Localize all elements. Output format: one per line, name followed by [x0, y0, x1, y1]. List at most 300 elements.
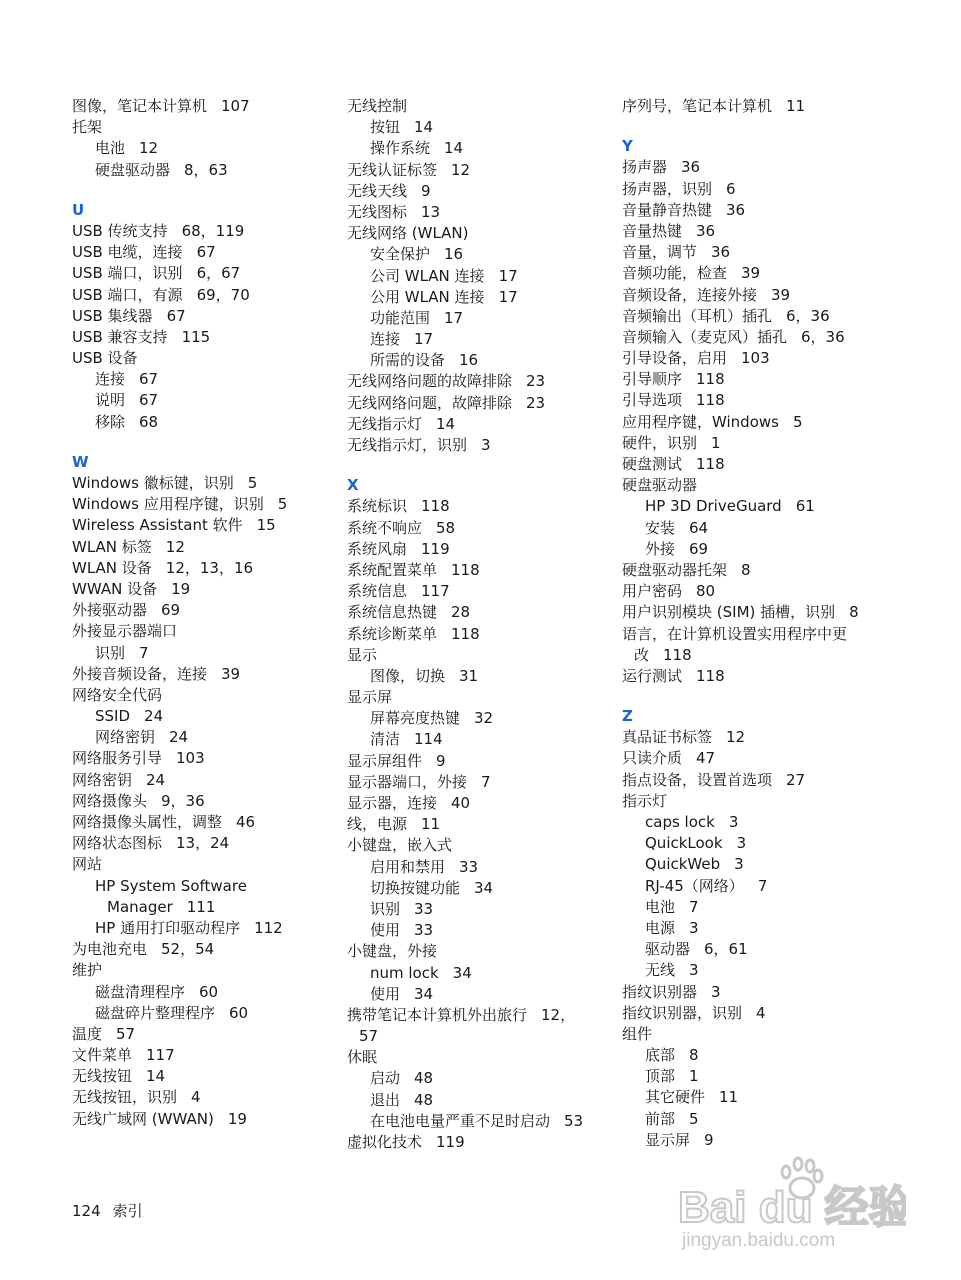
- index-entry: [347, 772, 617, 793]
- entry-term: 无线认证标签: [347, 160, 438, 179]
- index-subentry: [622, 1045, 892, 1066]
- entry-page-refs: 118: [451, 560, 480, 579]
- index-subentry: [72, 1003, 342, 1024]
- letter-heading: Z: [622, 707, 633, 726]
- entry-term: 指示灯: [622, 791, 668, 810]
- entry-page-refs: 31: [459, 666, 479, 685]
- entry-term: 安装: [645, 518, 676, 537]
- index-subentry: [347, 729, 617, 750]
- entry-page-refs: 52，54: [161, 940, 215, 959]
- entry-page-refs: 40: [451, 794, 471, 812]
- entry-term: 无线广域网 (WWAN): [72, 1109, 214, 1128]
- page-number: 124: [72, 1202, 101, 1220]
- index-entry: [347, 941, 617, 962]
- index-entry: [347, 835, 617, 856]
- entry-term: 显示屏组件: [347, 751, 423, 770]
- entry-term: 底部: [645, 1046, 676, 1065]
- entry-term: 公用 WLAN 连接: [370, 287, 485, 306]
- index-entry: [72, 579, 342, 600]
- entry-term: 电源: [645, 918, 676, 937]
- entry-term: 只读介质: [622, 749, 683, 768]
- entry-term: 移除: [95, 412, 126, 431]
- entry-term: 序列号，笔记本计算机: [622, 97, 773, 115]
- entry-term: 无线指示灯，识别: [347, 436, 468, 454]
- entry-page-refs: 13: [421, 202, 441, 221]
- entry-term: 无线天线: [347, 181, 408, 200]
- entry-term: QuickWeb: [645, 855, 721, 874]
- index-entry: [72, 306, 342, 327]
- entry-page-refs: 8，63: [184, 160, 228, 179]
- entry-term: 连接: [370, 330, 401, 349]
- entry-page-refs: 5: [247, 474, 258, 492]
- entry-page-refs: 5: [689, 1109, 699, 1128]
- index-entry: [347, 223, 617, 244]
- index-entry: [622, 602, 892, 623]
- entry-page-refs: 114: [414, 730, 443, 749]
- paw-toe-1: [782, 1166, 790, 1178]
- entry-page-refs: 67: [166, 306, 186, 325]
- entry-term: 使用: [370, 984, 401, 1003]
- entry-page-refs: 6，67: [196, 264, 241, 283]
- entry-page-refs: 112: [254, 918, 283, 937]
- entry-term: 57: [359, 1027, 379, 1046]
- index-entry: [72, 348, 342, 369]
- entry-term: 引导顺序: [622, 370, 683, 389]
- watermark-site: jingyan.baidu.com: [682, 1230, 836, 1251]
- entry-page-refs: 12，: [541, 1005, 576, 1024]
- index-subentry: [622, 539, 892, 560]
- entry-term: 无线网络问题的故障排除: [347, 372, 513, 391]
- index-entry: [72, 558, 342, 579]
- entry-term: 所需的设备: [370, 351, 446, 370]
- index-entry: [72, 791, 342, 812]
- entry-term: 安全保护: [370, 245, 431, 264]
- entry-page-refs: 28: [451, 603, 471, 622]
- entry-page-refs: 16: [444, 245, 464, 264]
- index-entry: [622, 327, 892, 348]
- index-subentry: [72, 876, 342, 897]
- entry-page-refs: 107: [221, 97, 250, 115]
- entry-term: 外接驱动器: [72, 601, 148, 620]
- entry-term: 运行测试: [622, 666, 683, 685]
- index-entry: [72, 537, 342, 558]
- entry-page-refs: 67: [139, 391, 159, 410]
- entry-term: 系统配置菜单: [347, 560, 438, 579]
- index-entry: [347, 560, 617, 581]
- entry-page-refs: 5: [277, 495, 288, 514]
- entry-term: 识别: [95, 643, 126, 662]
- entry-term: WLAN 标签: [72, 537, 152, 556]
- entry-term: 组件: [622, 1024, 653, 1043]
- index-subentry: [72, 918, 342, 939]
- index-entry: [347, 435, 617, 456]
- entry-term: 驱动器: [645, 940, 691, 959]
- index-entry: [347, 645, 617, 666]
- index-subentry: [622, 518, 892, 539]
- entry-page-refs: 3: [689, 961, 699, 980]
- index-entry: [347, 814, 617, 835]
- index-entry: [72, 833, 342, 854]
- entry-page-refs: 14: [444, 139, 464, 158]
- letter-heading: W: [72, 452, 89, 471]
- entry-page-refs: 119: [436, 1133, 465, 1151]
- entry-term: 识别: [370, 899, 401, 918]
- entry-page-refs: 39: [771, 285, 791, 304]
- index-entry: [72, 600, 342, 621]
- entry-page-refs: 3: [481, 436, 491, 454]
- entry-term: 外接音频设备，连接: [72, 664, 208, 683]
- index-subentry: [347, 708, 617, 729]
- index-entry: [347, 687, 617, 708]
- section-title: 索引: [112, 1202, 143, 1220]
- entry-page-refs: 3: [736, 834, 747, 853]
- entry-page-refs: 36: [726, 200, 746, 219]
- index-entry: [72, 242, 342, 263]
- entry-term: 网络摄像头: [72, 791, 148, 810]
- index-entry: [72, 515, 342, 536]
- index-entry: [72, 263, 342, 284]
- entry-term: 网络密钥: [95, 728, 156, 747]
- entry-page-refs: 118: [451, 624, 480, 643]
- entry-page-refs: 61: [795, 497, 815, 516]
- entry-page-refs: 12，13，16: [165, 558, 254, 577]
- entry-term: 指点设备，设置首选项: [622, 770, 773, 789]
- index-entry: [622, 581, 892, 602]
- index-entry: [72, 473, 342, 494]
- index-entry: [622, 727, 892, 748]
- entry-page-refs: 33: [459, 857, 479, 876]
- entry-page-refs: 111: [186, 897, 216, 916]
- index-subentry: [347, 1068, 617, 1089]
- entry-term: 为电池充电: [72, 940, 148, 959]
- entry-term: 显示器端口，外接: [347, 772, 468, 791]
- entry-term: WLAN 设备: [72, 558, 152, 577]
- entry-term: 维护: [72, 961, 103, 980]
- entry-term: caps lock: [645, 813, 715, 831]
- index-subentry: [622, 1087, 892, 1108]
- index-entry: [622, 412, 892, 433]
- entry-page-refs: 14: [146, 1067, 166, 1086]
- entry-term: HP 通用打印驱动程序: [95, 918, 241, 937]
- index-entry: [347, 793, 617, 814]
- entry-term: Windows 应用程序键，识别: [72, 495, 264, 514]
- entry-page-refs: 24: [169, 728, 189, 747]
- index-subentry: [347, 857, 617, 878]
- entry-term: 启动: [370, 1069, 401, 1088]
- index-subentry: [347, 287, 617, 308]
- index-entry: [347, 518, 617, 539]
- entry-page-refs: 9，36: [161, 791, 205, 810]
- entry-term: 外接: [645, 539, 676, 558]
- index-entry: [72, 96, 342, 117]
- entry-term: 连接: [95, 370, 126, 389]
- entry-term: 应用程序键，Windows: [622, 412, 779, 431]
- index-entry: [622, 454, 892, 475]
- entry-page-refs: 4: [191, 1088, 201, 1107]
- entry-term: 电池: [95, 139, 126, 158]
- index-entry: [347, 1005, 617, 1026]
- entry-page-refs: 8: [741, 560, 751, 579]
- entry-term: 指纹识别器，识别: [622, 1003, 743, 1022]
- entry-term: 小键盘，嵌入式: [347, 836, 453, 855]
- entry-page-refs: 117: [421, 582, 450, 601]
- entry-page-refs: 11: [786, 97, 806, 115]
- entry-page-refs: 39: [221, 664, 241, 683]
- entry-page-refs: 19: [227, 1109, 247, 1128]
- entry-page-refs: 6: [726, 179, 736, 198]
- entry-term: 语言，在计算机设置实用程序中更: [622, 624, 848, 643]
- index-subentry: [622, 1066, 892, 1087]
- index-subentry: [72, 897, 342, 918]
- entry-term: 文件菜单: [72, 1046, 133, 1065]
- entry-term: 前部: [645, 1109, 676, 1128]
- entry-term: QuickLook: [645, 834, 723, 853]
- index-subentry: [347, 984, 617, 1005]
- index-subentry: [347, 666, 617, 687]
- entry-term: HP 3D DriveGuard: [645, 497, 782, 516]
- entry-term: 扬声器: [622, 158, 668, 177]
- entry-page-refs: 23: [526, 393, 546, 412]
- index-subentry: [72, 706, 342, 727]
- entry-term: 无线网络问题，故障排除: [347, 393, 513, 412]
- index-entry: [622, 666, 892, 687]
- entry-page-refs: 47: [696, 749, 716, 768]
- index-subentry: [622, 876, 892, 897]
- entry-term: 小键盘，外接: [347, 942, 438, 961]
- index-subentry: [347, 899, 617, 920]
- entry-page-refs: 9: [704, 1130, 714, 1149]
- entry-page-refs: 7: [689, 897, 699, 916]
- index-entry: [347, 539, 617, 560]
- index-entry: [622, 982, 892, 1003]
- entry-term: 网站: [72, 855, 103, 874]
- entry-term: 网络服务引导: [72, 749, 163, 768]
- index-subentry: [347, 244, 617, 265]
- entry-term: 系统诊断菜单: [347, 624, 438, 643]
- entry-term: 在电池电量严重不足时启动: [370, 1111, 551, 1130]
- paw-toe-2: [794, 1158, 802, 1170]
- entry-page-refs: 12: [726, 728, 746, 747]
- entry-page-refs: 9: [421, 181, 431, 200]
- index-entry: [622, 475, 892, 496]
- index-entry: [347, 496, 617, 517]
- index-entry: [622, 1003, 892, 1024]
- entry-page-refs: 46: [236, 813, 256, 831]
- index-entry: [72, 1045, 342, 1066]
- index-subentry: [72, 727, 342, 748]
- entry-term: 无线指示灯: [347, 414, 423, 433]
- entry-page-refs: 23: [526, 372, 546, 391]
- index-entry: [622, 369, 892, 390]
- entry-page-refs: 36: [711, 243, 731, 262]
- index-entry: [622, 1024, 892, 1045]
- entry-page-refs: 3: [728, 813, 739, 831]
- entry-term: 无线按钮: [72, 1067, 133, 1086]
- index-subentry: [72, 160, 342, 181]
- entry-page-refs: 36: [681, 158, 701, 177]
- entry-page-refs: 9: [436, 751, 446, 770]
- entry-page-refs: 24: [144, 707, 164, 726]
- entry-term: 真品证书标签: [622, 728, 713, 747]
- entry-term: 用户密码: [622, 582, 683, 601]
- index-entry: [347, 581, 617, 602]
- entry-term: 音频输入（麦克风）插孔: [622, 327, 788, 346]
- index-entry: [347, 414, 617, 435]
- index-entry: [347, 1132, 617, 1153]
- entry-page-refs: 15: [256, 516, 276, 535]
- entry-page-refs: 36: [696, 221, 716, 240]
- entry-term: USB 电缆，连接: [72, 243, 183, 262]
- entry-term: 图像，笔记本计算机: [72, 97, 208, 115]
- page-footer: [72, 1200, 143, 1221]
- watermark-logo: [676, 1142, 906, 1254]
- index-entry: [622, 390, 892, 411]
- entry-page-refs: 60: [229, 1003, 249, 1022]
- index-entry: [622, 96, 892, 117]
- entry-page-refs: 34: [452, 963, 472, 982]
- index-entry: [347, 160, 617, 181]
- entry-page-refs: 27: [786, 770, 806, 789]
- entry-page-refs: 33: [414, 921, 434, 940]
- index-subentry: [622, 812, 892, 833]
- entry-term: num lock: [370, 963, 439, 982]
- entry-term: 音量，调节: [622, 243, 698, 262]
- entry-term: 用户识别模块 (SIM) 插槽，识别: [622, 603, 836, 622]
- entry-term: 启用和禁用: [370, 857, 446, 876]
- index-subentry: [347, 1111, 617, 1132]
- index-subentry: [622, 645, 892, 666]
- entry-term: 音量热键: [622, 221, 683, 240]
- entry-page-refs: 32: [474, 709, 494, 728]
- index-subentry: [72, 390, 342, 411]
- entry-page-refs: 103: [741, 349, 770, 368]
- entry-page-refs: 1: [689, 1067, 699, 1086]
- entry-term: 音量静音热键: [622, 200, 713, 219]
- index-entry: [72, 117, 342, 138]
- entry-page-refs: 14: [436, 414, 456, 433]
- entry-term: 公司 WLAN 连接: [370, 266, 485, 285]
- entry-page-refs: 57: [116, 1024, 136, 1043]
- entry-page-refs: 19: [171, 579, 191, 598]
- entry-page-refs: 8: [689, 1046, 699, 1065]
- index-entry: [72, 327, 342, 348]
- entry-term: HP System Software: [95, 876, 247, 895]
- index-subentry: [347, 963, 617, 984]
- entry-page-refs: 17: [444, 308, 464, 327]
- entry-term: 扬声器，识别: [622, 179, 713, 198]
- index-subentry: [72, 138, 342, 159]
- index-column-2: [347, 96, 617, 1153]
- index-entry: [622, 770, 892, 791]
- entry-page-refs: 8: [849, 603, 859, 622]
- entry-term: 屏幕亮度热键: [370, 709, 461, 728]
- entry-term: 休眠: [347, 1048, 378, 1067]
- index-subentry: [347, 266, 617, 287]
- entry-term: 系统不响应: [347, 518, 423, 537]
- entry-page-refs: 39: [741, 264, 761, 283]
- index-entry: [72, 1024, 342, 1045]
- entry-page-refs: 103: [176, 749, 205, 768]
- index-subentry: [347, 329, 617, 350]
- index-entry: [72, 939, 342, 960]
- entry-page-refs: 118: [696, 666, 725, 685]
- index-entry: [622, 748, 892, 769]
- entry-term: 显示屏: [347, 688, 393, 707]
- index-entry: [622, 791, 892, 812]
- entry-term: 使用: [370, 921, 401, 940]
- index-entry: [347, 371, 617, 392]
- index-subentry: [347, 138, 617, 159]
- entry-term: 硬件，识别: [622, 433, 698, 452]
- entry-page-refs: 5: [792, 412, 803, 431]
- entry-term: 改: [634, 645, 650, 664]
- index-entry: [622, 221, 892, 242]
- entry-term: 音频设备，连接外接: [622, 285, 758, 304]
- index-entry: [72, 494, 342, 515]
- entry-page-refs: 24: [146, 770, 166, 789]
- entry-term: 线，电源: [347, 815, 408, 834]
- paw-toe-3: [806, 1160, 814, 1172]
- entry-term: 按钮: [370, 118, 401, 137]
- entry-page-refs: 4: [756, 1003, 766, 1022]
- entry-term: 图像，切换: [370, 666, 446, 685]
- entry-term: 网络摄像头属性，调整: [72, 813, 223, 831]
- index-entry: [622, 433, 892, 454]
- entry-page-refs: 11: [719, 1088, 739, 1107]
- entry-page-refs: 11: [421, 815, 441, 834]
- entry-term: USB 端口，识别: [72, 264, 183, 283]
- entry-page-refs: 6，61: [704, 940, 748, 959]
- index-subentry: [72, 643, 342, 664]
- entry-term: USB 端口，有源: [72, 285, 183, 304]
- entry-page-refs: 68: [139, 412, 159, 431]
- entry-page-refs: 7: [757, 876, 768, 895]
- letter-heading: X: [347, 476, 359, 495]
- entry-page-refs: 1: [711, 433, 721, 452]
- index-subentry: [622, 918, 892, 939]
- index-entry: [347, 602, 617, 623]
- entry-term: 操作系统: [370, 139, 431, 158]
- entry-page-refs: 34: [474, 878, 494, 897]
- entry-term: 磁盘清理程序: [95, 982, 186, 1001]
- entry-term: 网络密钥: [72, 770, 133, 789]
- index-subentry: [347, 878, 617, 899]
- index-entry: [72, 685, 342, 706]
- entry-term: 磁盘碎片整理程序: [95, 1003, 216, 1022]
- entry-term: 切换按键功能: [370, 878, 461, 897]
- index-entry: [347, 96, 617, 117]
- index-entry: [622, 157, 892, 178]
- entry-page-refs: 6，36: [801, 327, 845, 346]
- index-entry: [72, 1109, 342, 1130]
- entry-term: Wireless Assistant 软件: [72, 516, 243, 535]
- index-entry: [72, 960, 342, 981]
- entry-term: 硬盘驱动器: [95, 160, 171, 179]
- entry-term: 其它硬件: [645, 1088, 706, 1107]
- entry-page-refs: 69: [161, 601, 181, 620]
- entry-page-refs: 67: [196, 243, 216, 262]
- index-entry: [72, 1066, 342, 1087]
- index-entry: [72, 221, 342, 242]
- index-subentry: [622, 854, 892, 875]
- entry-page-refs: 17: [414, 330, 434, 349]
- entry-page-refs: 118: [663, 645, 692, 664]
- index-subentry: [622, 496, 892, 517]
- entry-term: 音频输出（耳机）插孔: [622, 306, 773, 325]
- index-entry: [622, 200, 892, 221]
- index-entry: [72, 1087, 342, 1108]
- index-entry: [72, 621, 342, 642]
